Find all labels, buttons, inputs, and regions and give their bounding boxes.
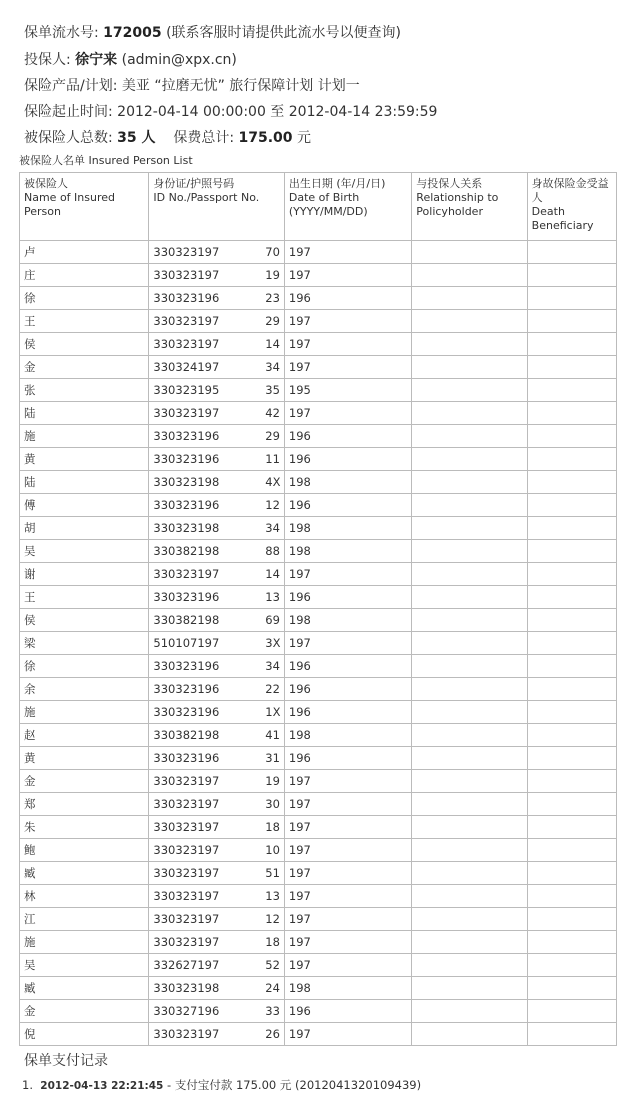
birth-date: 196 (284, 678, 411, 701)
insured-name: 臧 (20, 977, 149, 1000)
beneficiary (527, 1023, 616, 1046)
total-value: 35 人 (117, 130, 156, 146)
relationship (412, 885, 527, 908)
beneficiary (527, 333, 616, 356)
relationship (412, 1023, 527, 1046)
relationship (412, 287, 527, 310)
beneficiary (527, 287, 616, 310)
id-number: 330382198 88 (149, 540, 284, 563)
beneficiary (527, 563, 616, 586)
birth-date: 197 (284, 1023, 411, 1046)
beneficiary (527, 310, 616, 333)
birth-date: 198 (284, 724, 411, 747)
id-number: 330323196 12 (149, 494, 284, 517)
insured-name: 侯 (20, 609, 149, 632)
birth-date: 196 (284, 494, 411, 517)
table-row (20, 264, 617, 287)
insured-person-table (19, 172, 617, 1046)
relationship (412, 310, 527, 333)
payment-desc: - 支付宝付款 (167, 1078, 233, 1092)
beneficiary (527, 517, 616, 540)
id-number: 330323197 18 (149, 816, 284, 839)
relationship (412, 632, 527, 655)
table-row (20, 402, 617, 425)
beneficiary (527, 862, 616, 885)
birth-date: 196 (284, 586, 411, 609)
relationship (412, 540, 527, 563)
relationship (412, 701, 527, 724)
birth-date: 196 (284, 747, 411, 770)
beneficiary (527, 264, 616, 287)
table-row (20, 839, 617, 862)
beneficiary (527, 425, 616, 448)
table-row (20, 724, 617, 747)
birth-date: 197 (284, 931, 411, 954)
beneficiary (527, 793, 616, 816)
relationship (412, 402, 527, 425)
birth-date: 195 (284, 379, 411, 402)
table-row (20, 356, 617, 379)
beneficiary (527, 816, 616, 839)
beneficiary (527, 908, 616, 931)
table-row (20, 977, 617, 1000)
id-number: 330323196 11 (149, 448, 284, 471)
insured-name: 施 (20, 701, 149, 724)
id-number: 330323197 10 (149, 839, 284, 862)
table-row (20, 632, 617, 655)
id-number: 330323197 12 (149, 908, 284, 931)
birth-date: 197 (284, 356, 411, 379)
id-number: 330323196 34 (149, 655, 284, 678)
id-number: 330323197 70 (149, 241, 284, 264)
col-relationship-header: 与投保人关系 Relationship to Policyholder (412, 173, 527, 241)
product-line (24, 77, 360, 95)
relationship (412, 816, 527, 839)
relationship (412, 839, 527, 862)
beneficiary (527, 356, 616, 379)
id-number: 330323197 29 (149, 310, 284, 333)
beneficiary (527, 448, 616, 471)
table-row (20, 908, 617, 931)
product-label: 保险产品/计划: (24, 78, 118, 94)
col-dob-header: 出生日期 (年/月/日) Date of Birth (YYYY/MM/DD) (284, 173, 411, 241)
totals-line (24, 129, 311, 147)
insured-name: 金 (20, 356, 149, 379)
insured-name: 金 (20, 770, 149, 793)
insured-name: 吴 (20, 954, 149, 977)
table-row (20, 563, 617, 586)
relationship (412, 977, 527, 1000)
table-row (20, 747, 617, 770)
insured-name: 侯 (20, 333, 149, 356)
insured-name: 吴 (20, 540, 149, 563)
table-row (20, 379, 617, 402)
insured-name: 黄 (20, 448, 149, 471)
relationship (412, 678, 527, 701)
premium-value: 175.00 (238, 130, 293, 146)
insured-name: 黄 (20, 747, 149, 770)
id-number: 330323197 14 (149, 563, 284, 586)
beneficiary (527, 402, 616, 425)
beneficiary (527, 655, 616, 678)
relationship (412, 563, 527, 586)
id-number: 330323197 19 (149, 770, 284, 793)
relationship (412, 241, 527, 264)
relationship (412, 954, 527, 977)
id-number: 330327196 33 (149, 1000, 284, 1023)
insured-name: 庄 (20, 264, 149, 287)
id-number: 330323197 19 (149, 264, 284, 287)
id-number: 330323197 14 (149, 333, 284, 356)
beneficiary (527, 747, 616, 770)
insured-name: 赵 (20, 724, 149, 747)
insured-name: 徐 (20, 287, 149, 310)
table-row (20, 862, 617, 885)
birth-date: 198 (284, 977, 411, 1000)
birth-date: 197 (284, 632, 411, 655)
birth-date: 198 (284, 609, 411, 632)
relationship (412, 379, 527, 402)
table-row (20, 586, 617, 609)
table-row (20, 655, 617, 678)
birth-date: 197 (284, 816, 411, 839)
serial-label: 保单流水号: (24, 25, 99, 41)
table-row (20, 678, 617, 701)
insured-name: 倪 (20, 1023, 149, 1046)
payment-amount: 175.00 元 (235, 1078, 292, 1092)
id-number: 330323197 51 (149, 862, 284, 885)
insured-name: 林 (20, 885, 149, 908)
birth-date: 197 (284, 885, 411, 908)
id-number: 330323196 23 (149, 287, 284, 310)
relationship (412, 448, 527, 471)
relationship (412, 770, 527, 793)
serial-note: (联系客服时请提供此流水号以便查询) (166, 25, 402, 41)
id-number: 330323196 31 (149, 747, 284, 770)
beneficiary (527, 586, 616, 609)
table-row (20, 425, 617, 448)
id-number: 330324197 34 (149, 356, 284, 379)
birth-date: 197 (284, 264, 411, 287)
insured-name: 江 (20, 908, 149, 931)
insured-name: 陆 (20, 471, 149, 494)
beneficiary (527, 885, 616, 908)
id-number: 330323197 13 (149, 885, 284, 908)
table-header-row (20, 173, 617, 241)
insured-list-caption: 被保险人名单 Insured Person List (19, 154, 193, 167)
period-line (24, 103, 437, 121)
birth-date: 197 (284, 241, 411, 264)
relationship (412, 356, 527, 379)
birth-date: 197 (284, 908, 411, 931)
table-row (20, 954, 617, 977)
relationship (412, 425, 527, 448)
col-name-header: 被保险人 Name of Insured Person (20, 173, 149, 241)
birth-date: 196 (284, 655, 411, 678)
payment-record-title: 保单支付记录 (24, 1053, 108, 1069)
table-row (20, 241, 617, 264)
product-value: 美亚 “拉磨无忧” 旅行保障计划 计划一 (121, 78, 360, 94)
relationship (412, 931, 527, 954)
holder-label: 投保人: (24, 52, 71, 68)
table-row (20, 517, 617, 540)
beneficiary (527, 609, 616, 632)
table-row (20, 793, 617, 816)
beneficiary (527, 770, 616, 793)
premium-unit: 元 (297, 130, 311, 146)
id-number: 330323196 22 (149, 678, 284, 701)
relationship (412, 1000, 527, 1023)
payment-trade-no: (2012041320109439) (295, 1078, 422, 1092)
relationship (412, 908, 527, 931)
beneficiary (527, 954, 616, 977)
beneficiary (527, 379, 616, 402)
beneficiary (527, 724, 616, 747)
beneficiary (527, 678, 616, 701)
id-number: 330323198 24 (149, 977, 284, 1000)
birth-date: 197 (284, 862, 411, 885)
id-number: 330382198 41 (149, 724, 284, 747)
period-label: 保险起止时间: (24, 104, 113, 120)
id-number: 330323196 29 (149, 425, 284, 448)
relationship (412, 494, 527, 517)
id-number: 510107197 3X (149, 632, 284, 655)
insured-name: 王 (20, 586, 149, 609)
id-number: 330323197 42 (149, 402, 284, 425)
relationship (412, 655, 527, 678)
beneficiary (527, 931, 616, 954)
id-number: 330323196 13 (149, 586, 284, 609)
relationship (412, 586, 527, 609)
birth-date: 197 (284, 954, 411, 977)
birth-date: 198 (284, 517, 411, 540)
holder-name: 徐宁来 (75, 52, 118, 68)
col-id-header: 身份证/护照号码 ID No./Passport No. (149, 173, 284, 241)
table-row (20, 931, 617, 954)
insured-name: 施 (20, 425, 149, 448)
table-row (20, 770, 617, 793)
birth-date: 198 (284, 471, 411, 494)
insured-name: 卢 (20, 241, 149, 264)
insured-name: 徐 (20, 655, 149, 678)
table-row (20, 1023, 617, 1046)
holder-email: (admin@xpx.cn) (121, 52, 237, 68)
id-number: 330323196 1X (149, 701, 284, 724)
id-number: 330323197 18 (149, 931, 284, 954)
table-row (20, 1000, 617, 1023)
insured-name: 陆 (20, 402, 149, 425)
table-row (20, 494, 617, 517)
relationship (412, 862, 527, 885)
table-row (20, 885, 617, 908)
period-value: 2012-04-14 00:00:00 至 2012-04-14 23:59:59 (117, 104, 438, 120)
birth-date: 197 (284, 839, 411, 862)
total-label: 被保险人总数: (24, 130, 113, 146)
beneficiary (527, 839, 616, 862)
table-row (20, 310, 617, 333)
birth-date: 196 (284, 287, 411, 310)
id-number: 330323195 35 (149, 379, 284, 402)
beneficiary (527, 1000, 616, 1023)
birth-date: 198 (284, 540, 411, 563)
insured-name: 朱 (20, 816, 149, 839)
table-row (20, 609, 617, 632)
birth-date: 196 (284, 701, 411, 724)
id-number: 330323198 4X (149, 471, 284, 494)
birth-date: 197 (284, 770, 411, 793)
table-row (20, 287, 617, 310)
id-number: 330323198 34 (149, 517, 284, 540)
table-row (20, 448, 617, 471)
birth-date: 196 (284, 1000, 411, 1023)
insured-name: 施 (20, 931, 149, 954)
holder-line (24, 51, 237, 69)
table-row (20, 333, 617, 356)
birth-date: 197 (284, 563, 411, 586)
relationship (412, 747, 527, 770)
insured-name: 梁 (20, 632, 149, 655)
birth-date: 197 (284, 402, 411, 425)
insured-name: 鲍 (20, 839, 149, 862)
table-row (20, 816, 617, 839)
beneficiary (527, 977, 616, 1000)
id-number: 330323197 26 (149, 1023, 284, 1046)
beneficiary (527, 701, 616, 724)
insured-name: 臧 (20, 862, 149, 885)
payment-record-item (22, 1077, 421, 1093)
beneficiary (527, 540, 616, 563)
table-row (20, 701, 617, 724)
beneficiary (527, 241, 616, 264)
premium-label: 保费总计: (173, 130, 235, 146)
beneficiary (527, 471, 616, 494)
birth-date: 197 (284, 310, 411, 333)
insured-name: 王 (20, 310, 149, 333)
relationship (412, 609, 527, 632)
birth-date: 197 (284, 333, 411, 356)
insured-name: 郑 (20, 793, 149, 816)
payment-time: 2012-04-13 22:21:45 (40, 1080, 164, 1092)
id-number: 330323197 30 (149, 793, 284, 816)
insured-name: 余 (20, 678, 149, 701)
birth-date: 196 (284, 448, 411, 471)
insured-name: 谢 (20, 563, 149, 586)
beneficiary (527, 632, 616, 655)
beneficiary (527, 494, 616, 517)
relationship (412, 471, 527, 494)
birth-date: 196 (284, 425, 411, 448)
id-number: 330382198 69 (149, 609, 284, 632)
insured-name: 胡 (20, 517, 149, 540)
insured-name: 张 (20, 379, 149, 402)
relationship (412, 264, 527, 287)
relationship (412, 724, 527, 747)
serial-line (24, 24, 401, 42)
col-beneficiary-header: 身故保险金受益人 Death Beneficiary (527, 173, 616, 241)
table-row (20, 471, 617, 494)
relationship (412, 333, 527, 356)
birth-date: 197 (284, 793, 411, 816)
insured-name: 傅 (20, 494, 149, 517)
relationship (412, 517, 527, 540)
id-number: 332627197 52 (149, 954, 284, 977)
table-row (20, 540, 617, 563)
payment-index: 1. (22, 1078, 33, 1092)
insured-name: 金 (20, 1000, 149, 1023)
serial-number: 172005 (103, 25, 162, 41)
relationship (412, 793, 527, 816)
